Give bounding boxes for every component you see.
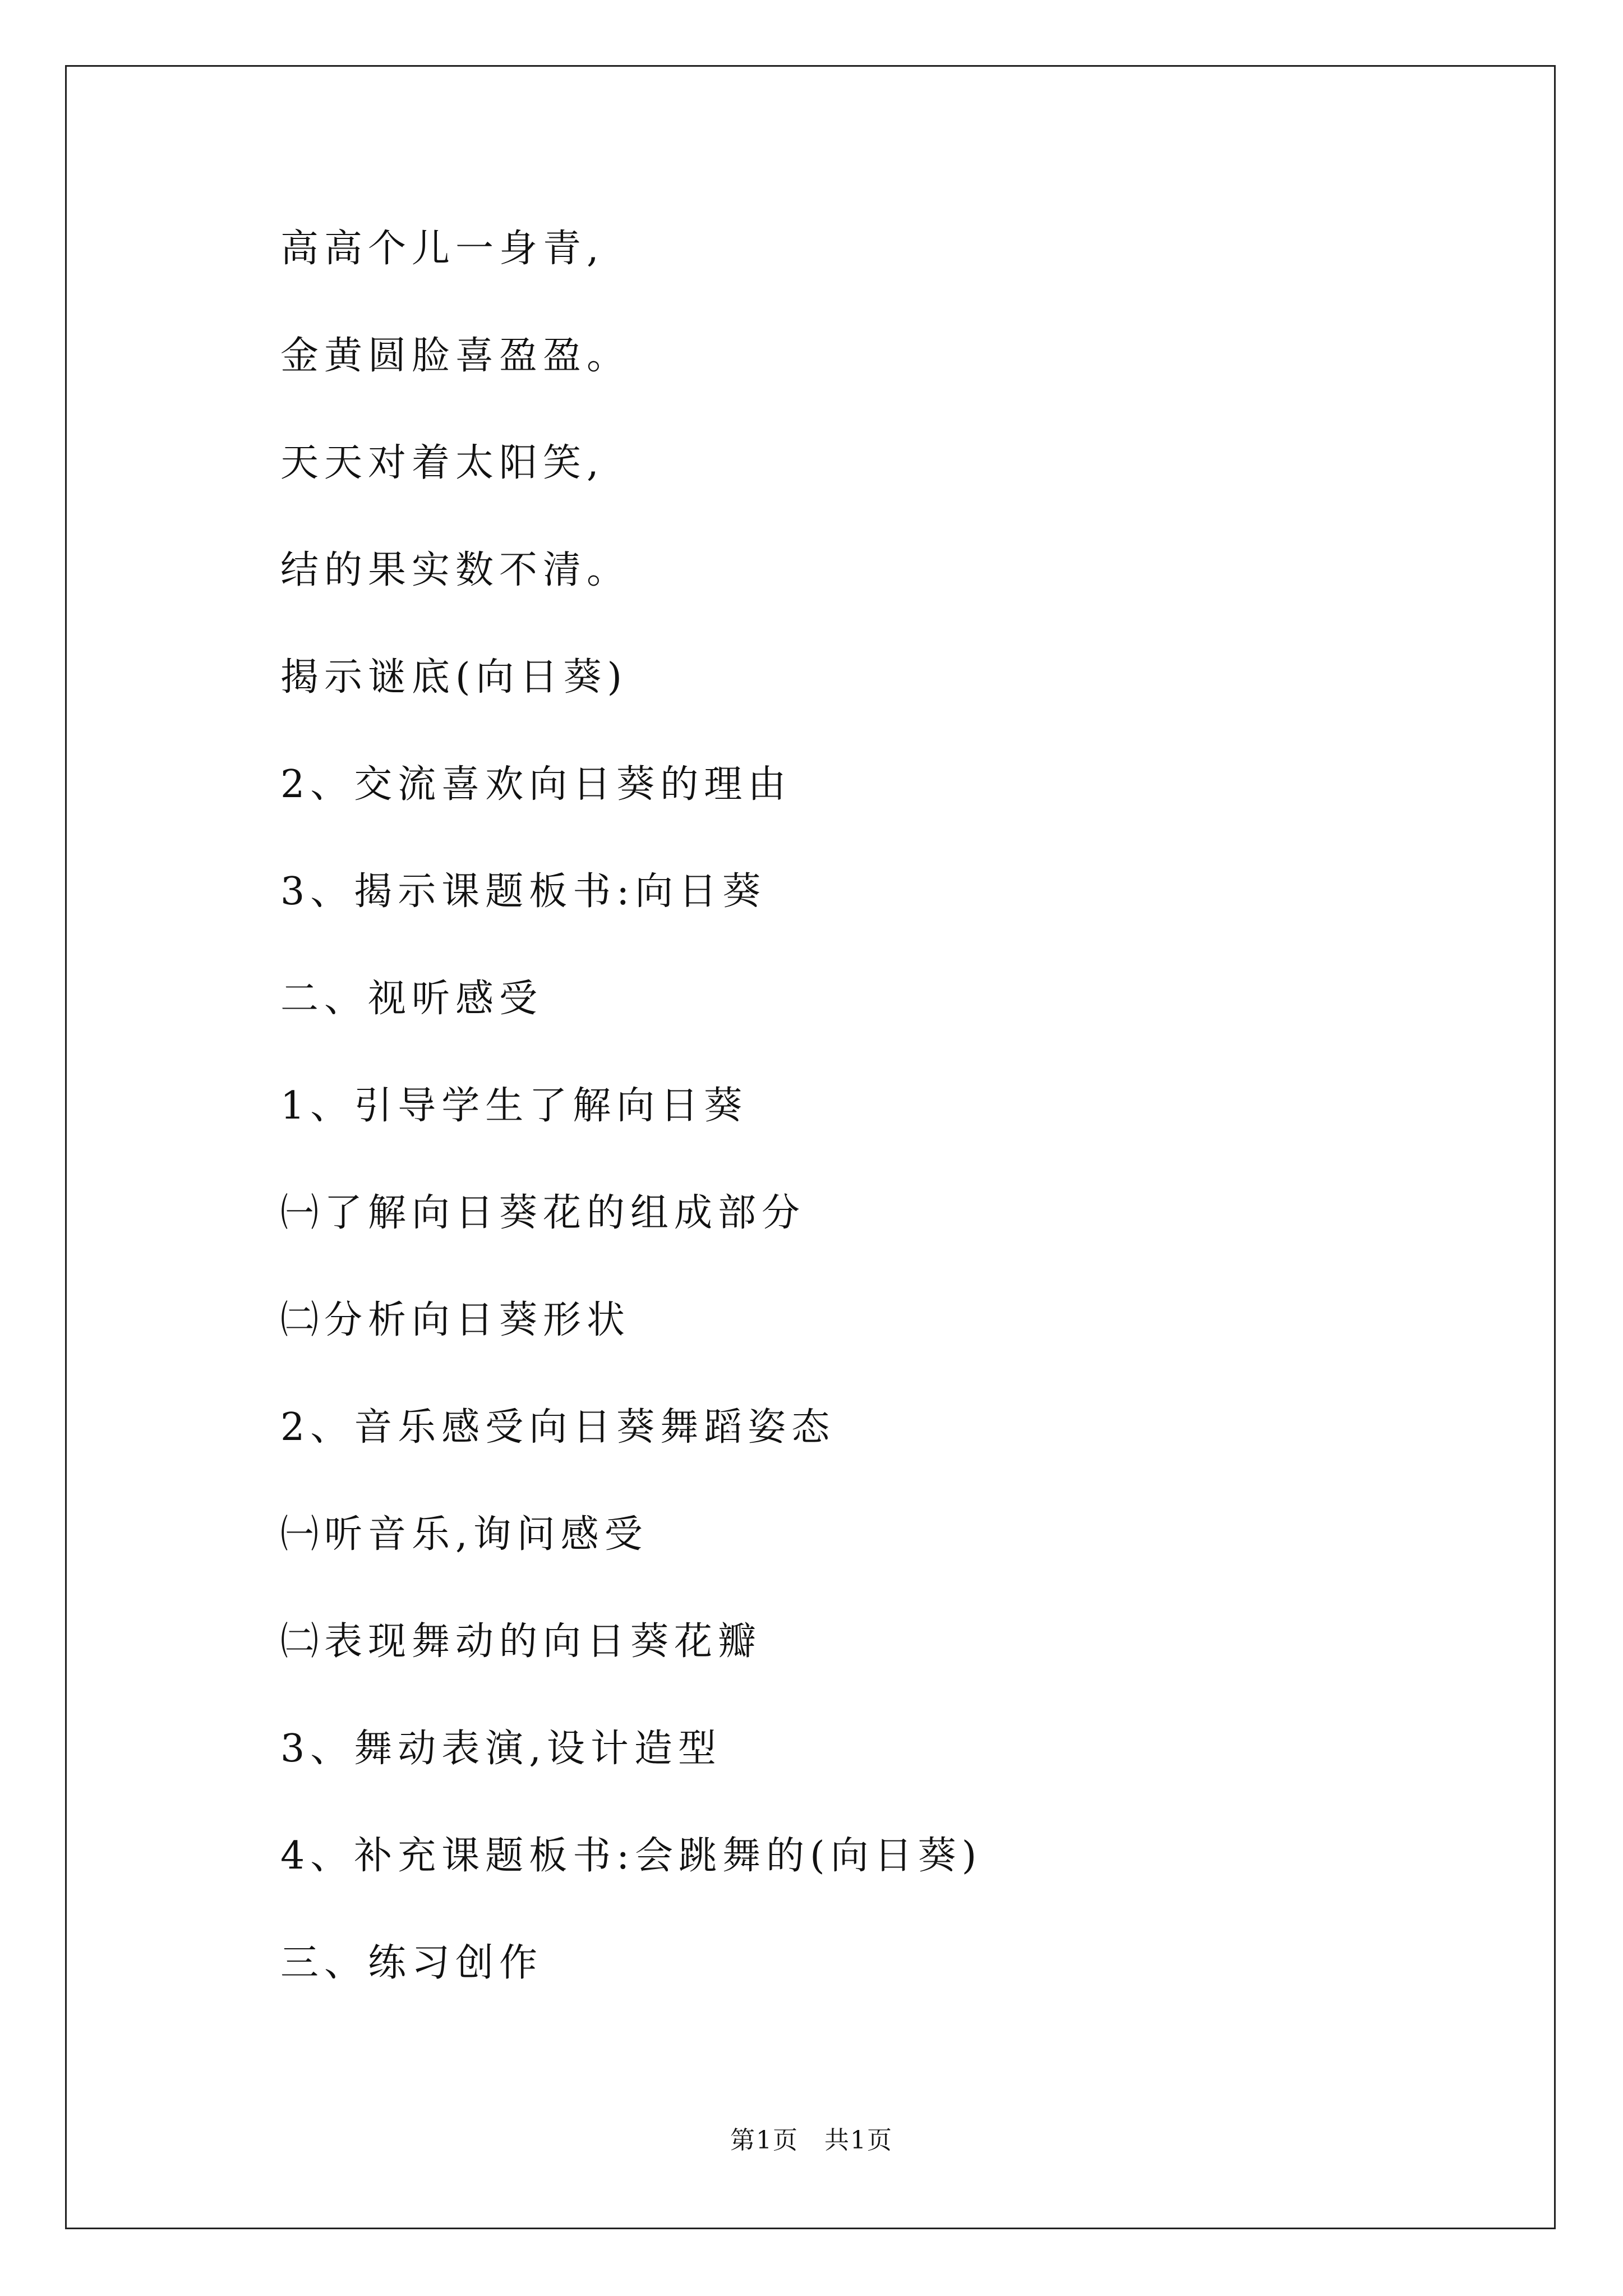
text-line: 1、引导学生了解向日葵 <box>280 1084 748 1128</box>
text-line: 3、舞动表演,设计造型 <box>280 1727 722 1771</box>
text-line: ㈡表现舞动的向日葵花瓣 <box>280 1619 762 1664</box>
text-line: 2、音乐感受向日葵舞蹈姿态 <box>280 1405 836 1450</box>
text-line: 揭示谜底(向日葵) <box>280 655 628 700</box>
text-line: 2、交流喜欢向日葵的理由 <box>280 762 792 807</box>
text-line: ㈡分析向日葵形状 <box>280 1298 631 1342</box>
text-line: 3、揭示课题板书:向日葵 <box>280 869 767 914</box>
section-heading: 三、练习创作 <box>280 1941 543 1985</box>
section-heading: 二、视听感受 <box>280 977 543 1021</box>
page-number-footer: 第1页 共1页 <box>730 2126 893 2155</box>
text-line: 结的果实数不清。 <box>280 548 631 592</box>
text-line: 高高个儿一身青, <box>280 227 605 271</box>
document-body <box>280 215 1458 2037</box>
text-line: 金黄圆脸喜盈盈。 <box>280 334 631 378</box>
text-line: ㈠了解向日葵花的组成部分 <box>280 1191 806 1235</box>
text-line: 4、补充课题板书:会跳舞的(向日葵) <box>280 1834 983 1878</box>
text-line: 天天对着太阳笑, <box>280 441 605 485</box>
text-line: ㈠听音乐,询问感受 <box>280 1512 648 1557</box>
